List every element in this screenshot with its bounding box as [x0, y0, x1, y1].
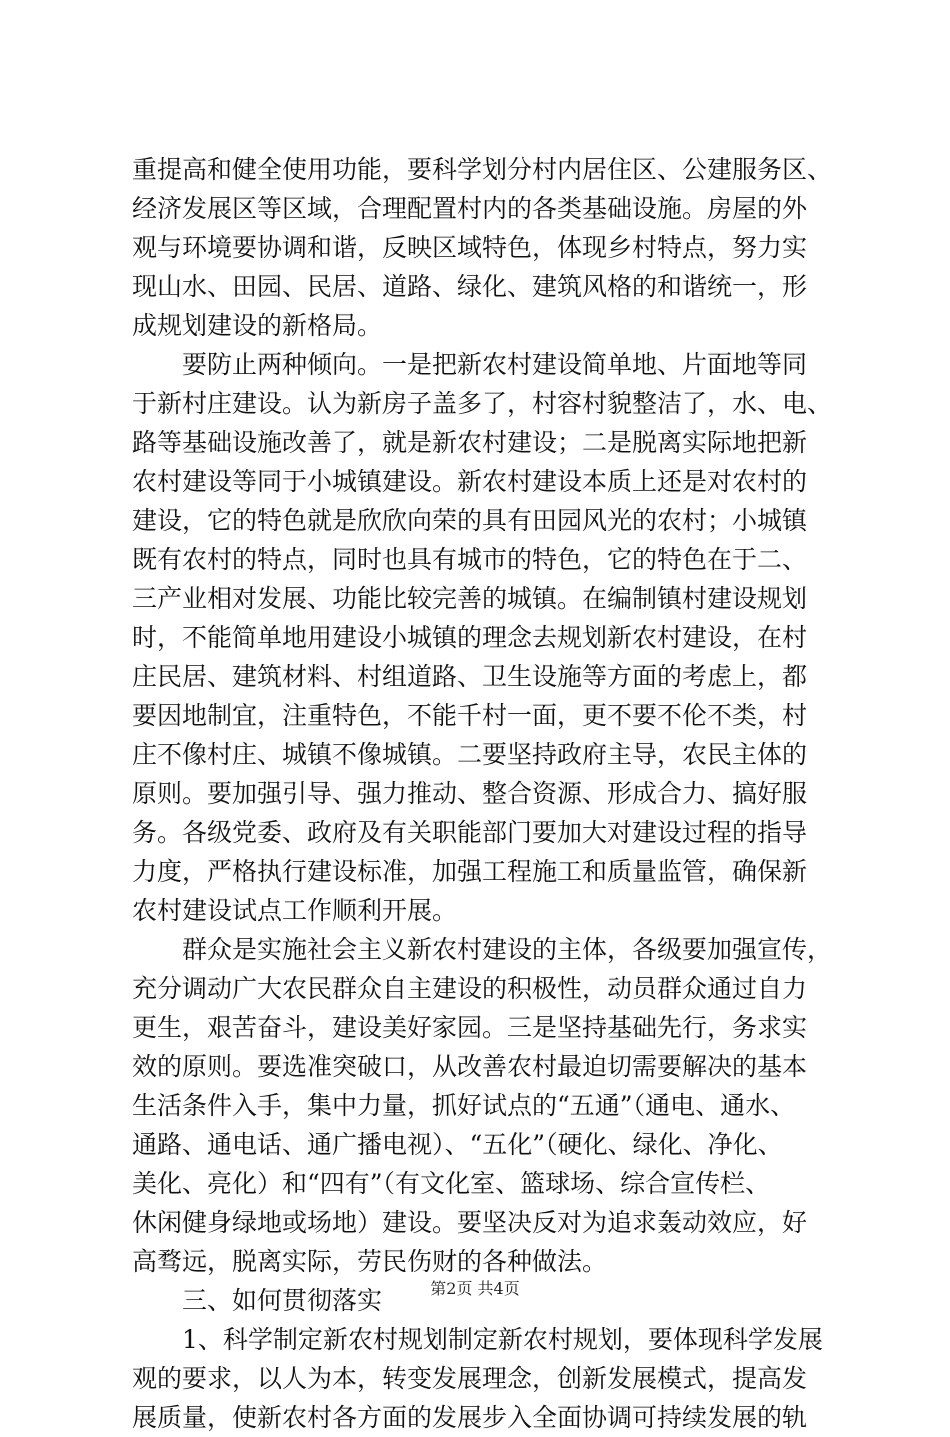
text-line: 要因地制宜，注重特色，不能千村一面，更不要不伦不类，村	[132, 701, 808, 730]
text-line: 力度，严格执行建设标准，加强工程施工和质量监管，确保新	[132, 857, 808, 886]
text-line: 更生，艰苦奋斗，建设美好家园。三是坚持基础先行，务求实	[132, 1013, 808, 1042]
text-line: 三产业相对发展、功能比较完善的城镇。在编制镇村建设规划	[132, 584, 808, 613]
text-line: 效的原则。要选准突破口，从改善农村最迫切需要解决的基本	[132, 1052, 808, 1081]
text-line: 现山水、田园、民居、道路、绿化、建筑风格的和谐统一，形	[132, 272, 808, 301]
paragraph-start-line: 要防止两种倾向。一是把新农村建设简单地、片面地等同	[132, 350, 808, 379]
text-line: 高骛远，脱离实际，劳民伤财的各种做法。	[132, 1247, 608, 1276]
text-line: 务。各级党委、政府及有关职能部门要加大对建设过程的指导	[132, 818, 808, 847]
text-line: 庄民居、建筑材料、村组道路、卫生设施等方面的考虑上，都	[132, 662, 808, 691]
paragraph-start-line: 群众是实施社会主义新农村建设的主体，各级要加强宣传，	[132, 935, 833, 964]
text-line: 美化、亮化）和“四有”（有文化室、篮球场、综合宣传栏、	[132, 1169, 771, 1198]
text-line: 建设，它的特色就是欣欣向荣的具有田园风光的农村；小城镇	[132, 506, 808, 535]
text-line: 时，不能简单地用建设小城镇的理念去规划新农村建设，在村	[132, 623, 808, 652]
text-line: 原则。要加强引导、强力推动、整合资源、形成合力、搞好服	[132, 779, 808, 808]
text-line: 展质量，使新农村各方面的发展步入全面协调可持续发展的轨	[132, 1403, 808, 1432]
section-heading: 三、如何贯彻落实	[132, 1286, 383, 1315]
text-line: 重提高和健全使用功能，要科学划分村内居住区、公建服务区、	[132, 155, 833, 184]
text-line: 既有农村的特点，同时也具有城市的特色，它的特色在于二、	[132, 545, 808, 574]
text-line: 农村建设等同于小城镇建设。新农村建设本质上还是对农村的	[132, 467, 808, 496]
text-line: 成规划建设的新格局。	[132, 311, 383, 340]
text-line: 通路、通电话、通广播电视）、“五化”（硬化、绿化、净化、	[132, 1130, 783, 1159]
text-line: 充分调动广大农民群众自主建设的积极性，动员群众通过自力	[132, 974, 808, 1003]
text-line: 观与环境要协调和谐，反映区域特色，体现乡村特点，努力实	[132, 233, 808, 262]
page-footer	[0, 1278, 950, 1300]
page-number-label: 第2页 共4页	[430, 1279, 520, 1298]
text-line: 庄不像村庄、城镇不像城镇。二要坚持政府主导，农民主体的	[132, 740, 808, 769]
text-line: 于新村庄建设。认为新房子盖多了，村容村貌整洁了，水、电、	[132, 389, 833, 418]
text-line: 农村建设试点工作顺利开展。	[132, 896, 458, 925]
paragraph-start-line: 1、科学制定新农村规划制定新农村规划，要体现科学发展	[132, 1325, 823, 1354]
text-line: 生活条件入手，集中力量，抓好试点的“五通”（通电、通水、	[132, 1091, 796, 1120]
text-line: 休闲健身绿地或场地）建设。要坚决反对为追求轰动效应，好	[132, 1208, 808, 1237]
text-line: 观的要求，以人为本，转变发展理念，创新发展模式，提高发	[132, 1364, 808, 1393]
text-line: 路等基础设施改善了，就是新农村建设；二是脱离实际地把新	[132, 428, 808, 457]
body-text	[132, 150, 832, 1437]
text-line: 经济发展区等区域，合理配置村内的各类基础设施。房屋的外	[132, 194, 808, 223]
